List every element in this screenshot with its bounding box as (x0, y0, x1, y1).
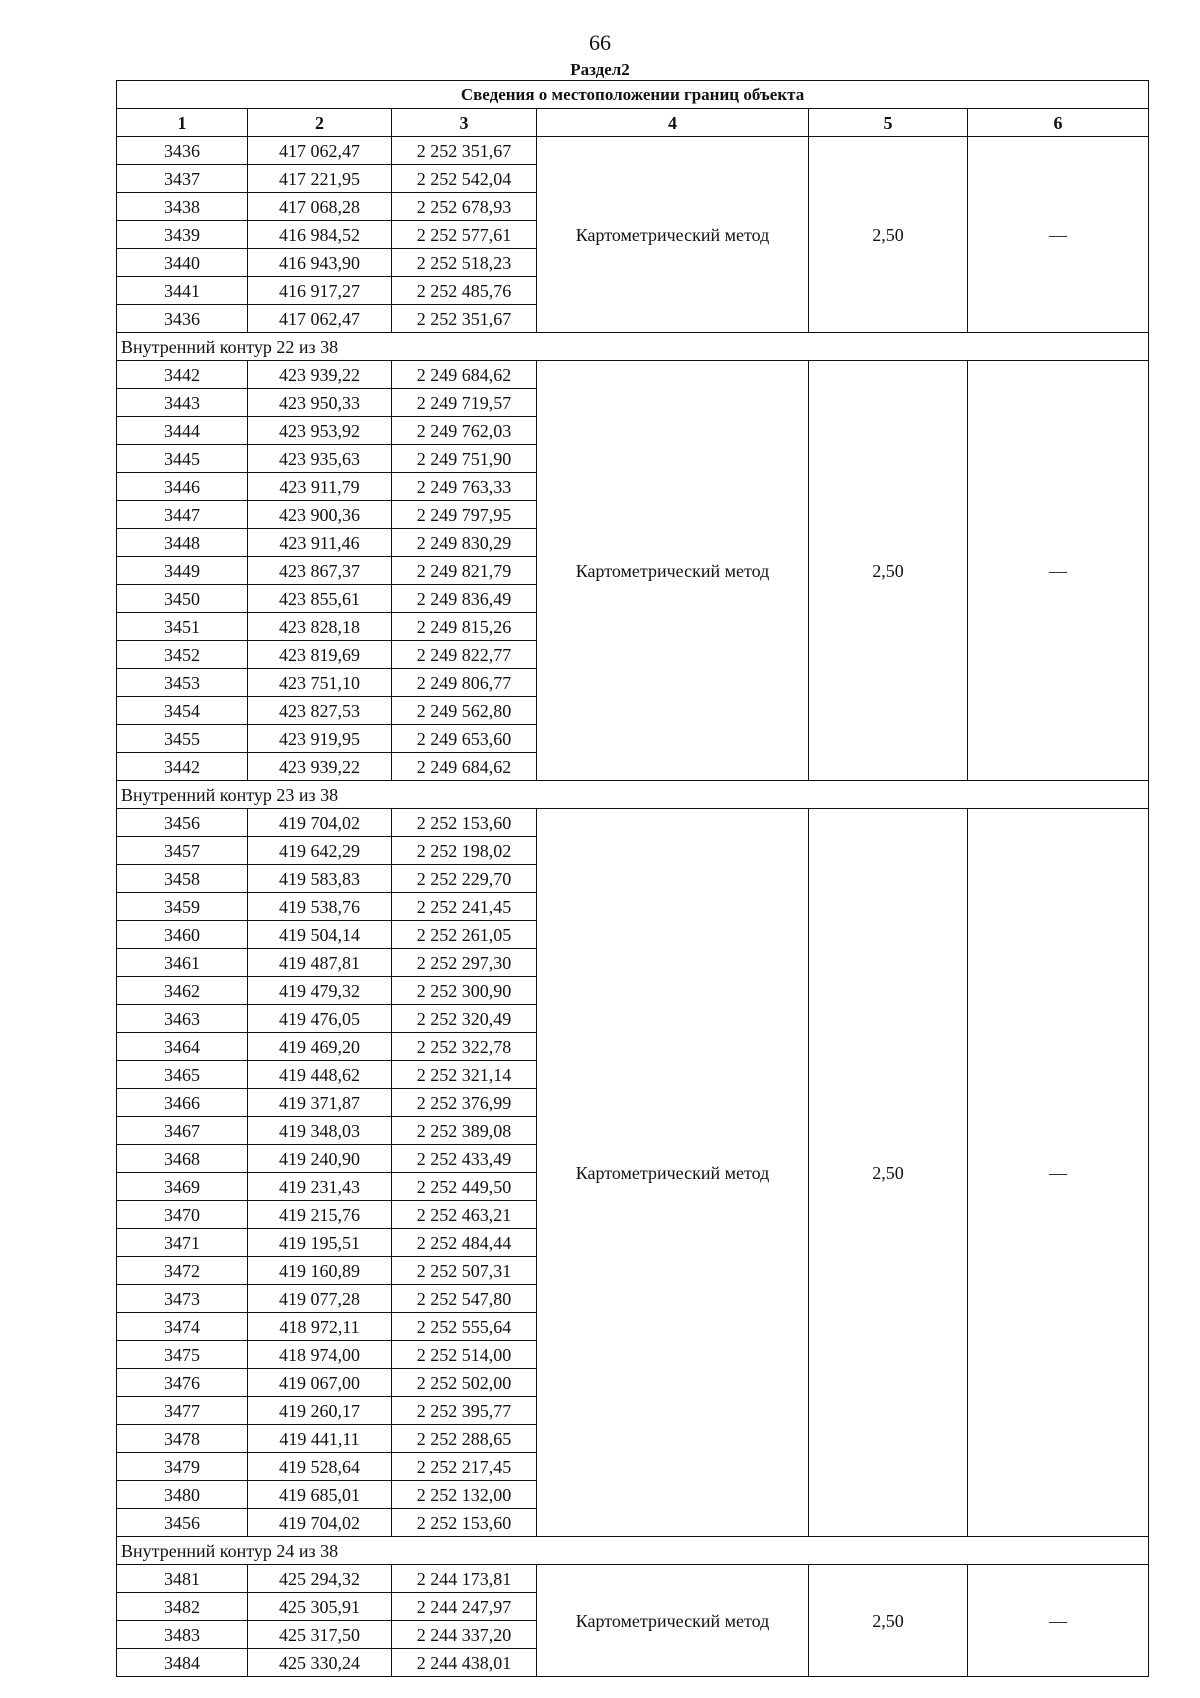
y-coordinate-cell: 2 249 806,77 (392, 669, 537, 697)
y-coordinate-cell: 2 249 836,49 (392, 585, 537, 613)
x-coordinate-cell: 419 448,62 (248, 1061, 392, 1089)
point-number-cell: 3483 (117, 1621, 248, 1649)
note-cell: — (968, 361, 1149, 781)
y-coordinate-cell: 2 252 297,30 (392, 949, 537, 977)
point-number-cell: 3472 (117, 1257, 248, 1285)
column-header-row (117, 109, 1149, 137)
table-row (117, 809, 1149, 837)
y-coordinate-cell: 2 249 653,60 (392, 725, 537, 753)
accuracy-cell: 2,50 (809, 137, 968, 333)
y-coordinate-cell: 2 252 449,50 (392, 1173, 537, 1201)
y-coordinate-cell: 2 252 288,65 (392, 1425, 537, 1453)
y-coordinate-cell: 2 249 821,79 (392, 557, 537, 585)
contour-header-row (117, 1537, 1149, 1565)
y-coordinate-cell: 2 252 542,04 (392, 165, 537, 193)
method-cell: Картометрический метод (537, 1565, 809, 1677)
y-coordinate-cell: 2 252 678,93 (392, 193, 537, 221)
x-coordinate-cell: 423 751,10 (248, 669, 392, 697)
y-coordinate-cell: 2 249 719,57 (392, 389, 537, 417)
point-number-cell: 3447 (117, 501, 248, 529)
column-header-3: 3 (392, 109, 537, 137)
point-number-cell: 3441 (117, 277, 248, 305)
x-coordinate-cell: 419 528,64 (248, 1453, 392, 1481)
y-coordinate-cell: 2 244 438,01 (392, 1649, 537, 1677)
y-coordinate-cell: 2 244 337,20 (392, 1621, 537, 1649)
method-cell: Картометрический метод (537, 361, 809, 781)
point-number-cell: 3468 (117, 1145, 248, 1173)
point-number-cell: 3449 (117, 557, 248, 585)
x-coordinate-cell: 423 939,22 (248, 361, 392, 389)
x-coordinate-cell: 419 479,32 (248, 977, 392, 1005)
x-coordinate-cell: 423 911,46 (248, 529, 392, 557)
x-coordinate-cell: 419 215,76 (248, 1201, 392, 1229)
y-coordinate-cell: 2 252 153,60 (392, 809, 537, 837)
x-coordinate-cell: 423 900,36 (248, 501, 392, 529)
column-header-2: 2 (248, 109, 392, 137)
point-number-cell: 3455 (117, 725, 248, 753)
method-cell: Картометрический метод (537, 809, 809, 1537)
point-number-cell: 3471 (117, 1229, 248, 1257)
point-number-cell: 3480 (117, 1481, 248, 1509)
point-number-cell: 3454 (117, 697, 248, 725)
x-coordinate-cell: 419 685,01 (248, 1481, 392, 1509)
x-coordinate-cell: 419 160,89 (248, 1257, 392, 1285)
x-coordinate-cell: 419 583,83 (248, 865, 392, 893)
point-number-cell: 3446 (117, 473, 248, 501)
x-coordinate-cell: 416 943,90 (248, 249, 392, 277)
point-number-cell: 3463 (117, 1005, 248, 1033)
y-coordinate-cell: 2 252 153,60 (392, 1509, 537, 1537)
accuracy-cell: 2,50 (809, 809, 968, 1537)
x-coordinate-cell: 417 068,28 (248, 193, 392, 221)
y-coordinate-cell: 2 249 684,62 (392, 361, 537, 389)
point-number-cell: 3442 (117, 753, 248, 781)
y-coordinate-cell: 2 252 485,76 (392, 277, 537, 305)
y-coordinate-cell: 2 249 684,62 (392, 753, 537, 781)
point-number-cell: 3477 (117, 1397, 248, 1425)
point-number-cell: 3459 (117, 893, 248, 921)
y-coordinate-cell: 2 252 395,77 (392, 1397, 537, 1425)
y-coordinate-cell: 2 252 321,14 (392, 1061, 537, 1089)
point-number-cell: 3478 (117, 1425, 248, 1453)
x-coordinate-cell: 419 231,43 (248, 1173, 392, 1201)
y-coordinate-cell: 2 252 376,99 (392, 1089, 537, 1117)
x-coordinate-cell: 417 221,95 (248, 165, 392, 193)
note-cell: — (968, 809, 1149, 1537)
y-coordinate-cell: 2 249 815,26 (392, 613, 537, 641)
y-coordinate-cell: 2 252 229,70 (392, 865, 537, 893)
y-coordinate-cell: 2 252 433,49 (392, 1145, 537, 1173)
point-number-cell: 3452 (117, 641, 248, 669)
point-number-cell: 3462 (117, 977, 248, 1005)
y-coordinate-cell: 2 249 763,33 (392, 473, 537, 501)
column-header-4: 4 (537, 109, 809, 137)
x-coordinate-cell: 423 939,22 (248, 753, 392, 781)
point-number-cell: 3482 (117, 1593, 248, 1621)
point-number-cell: 3437 (117, 165, 248, 193)
point-number-cell: 3470 (117, 1201, 248, 1229)
note-cell: — (968, 1565, 1149, 1677)
y-coordinate-cell: 2 249 822,77 (392, 641, 537, 669)
y-coordinate-cell: 2 252 389,08 (392, 1117, 537, 1145)
y-coordinate-cell: 2 244 173,81 (392, 1565, 537, 1593)
method-cell: Картометрический метод (537, 137, 809, 333)
x-coordinate-cell: 423 828,18 (248, 613, 392, 641)
point-number-cell: 3445 (117, 445, 248, 473)
point-number-cell: 3465 (117, 1061, 248, 1089)
point-number-cell: 3473 (117, 1285, 248, 1313)
y-coordinate-cell: 2 249 762,03 (392, 417, 537, 445)
column-header-5: 5 (809, 109, 968, 137)
x-coordinate-cell: 418 974,00 (248, 1341, 392, 1369)
table-row (117, 137, 1149, 165)
x-coordinate-cell: 419 704,02 (248, 809, 392, 837)
x-coordinate-cell: 423 867,37 (248, 557, 392, 585)
x-coordinate-cell: 419 441,11 (248, 1425, 392, 1453)
point-number-cell: 3475 (117, 1341, 248, 1369)
point-number-cell: 3450 (117, 585, 248, 613)
point-number-cell: 3479 (117, 1453, 248, 1481)
y-coordinate-cell: 2 252 300,90 (392, 977, 537, 1005)
point-number-cell: 3461 (117, 949, 248, 977)
point-number-cell: 3467 (117, 1117, 248, 1145)
x-coordinate-cell: 419 487,81 (248, 949, 392, 977)
y-coordinate-cell: 2 252 577,61 (392, 221, 537, 249)
y-coordinate-cell: 2 252 132,00 (392, 1481, 537, 1509)
point-number-cell: 3438 (117, 193, 248, 221)
y-coordinate-cell: 2 252 555,64 (392, 1313, 537, 1341)
x-coordinate-cell: 419 538,76 (248, 893, 392, 921)
x-coordinate-cell: 419 469,20 (248, 1033, 392, 1061)
x-coordinate-cell: 419 077,28 (248, 1285, 392, 1313)
contour-label: Внутренний контур 23 из 38 (117, 781, 1149, 809)
x-coordinate-cell: 419 195,51 (248, 1229, 392, 1257)
y-coordinate-cell: 2 252 322,78 (392, 1033, 537, 1061)
x-coordinate-cell: 425 330,24 (248, 1649, 392, 1677)
point-number-cell: 3453 (117, 669, 248, 697)
point-number-cell: 3448 (117, 529, 248, 557)
contour-header-row (117, 333, 1149, 361)
table-title: Сведения о местоположении границ объекта (117, 81, 1149, 109)
y-coordinate-cell: 2 252 484,44 (392, 1229, 537, 1257)
x-coordinate-cell: 419 260,17 (248, 1397, 392, 1425)
x-coordinate-cell: 419 067,00 (248, 1369, 392, 1397)
y-coordinate-cell: 2 249 751,90 (392, 445, 537, 473)
y-coordinate-cell: 2 252 217,45 (392, 1453, 537, 1481)
x-coordinate-cell: 425 317,50 (248, 1621, 392, 1649)
point-number-cell: 3458 (117, 865, 248, 893)
table-row (117, 361, 1149, 389)
x-coordinate-cell: 417 062,47 (248, 305, 392, 333)
x-coordinate-cell: 423 919,95 (248, 725, 392, 753)
x-coordinate-cell: 419 476,05 (248, 1005, 392, 1033)
point-number-cell: 3460 (117, 921, 248, 949)
x-coordinate-cell: 423 855,61 (248, 585, 392, 613)
y-coordinate-cell: 2 252 463,21 (392, 1201, 537, 1229)
x-coordinate-cell: 423 953,92 (248, 417, 392, 445)
x-coordinate-cell: 425 294,32 (248, 1565, 392, 1593)
x-coordinate-cell: 423 950,33 (248, 389, 392, 417)
x-coordinate-cell: 423 935,63 (248, 445, 392, 473)
x-coordinate-cell: 416 917,27 (248, 277, 392, 305)
page-number: 66 (589, 30, 611, 55)
point-number-cell: 3439 (117, 221, 248, 249)
table-head (117, 81, 1149, 137)
x-coordinate-cell: 425 305,91 (248, 1593, 392, 1621)
point-number-cell: 3436 (117, 137, 248, 165)
x-coordinate-cell: 423 827,53 (248, 697, 392, 725)
y-coordinate-cell: 2 252 261,05 (392, 921, 537, 949)
y-coordinate-cell: 2 252 198,02 (392, 837, 537, 865)
y-coordinate-cell: 2 249 830,29 (392, 529, 537, 557)
point-number-cell: 3481 (117, 1565, 248, 1593)
point-number-cell: 3444 (117, 417, 248, 445)
x-coordinate-cell: 419 348,03 (248, 1117, 392, 1145)
y-coordinate-cell: 2 249 562,80 (392, 697, 537, 725)
y-coordinate-cell: 2 252 351,67 (392, 137, 537, 165)
point-number-cell: 3443 (117, 389, 248, 417)
y-coordinate-cell: 2 252 514,00 (392, 1341, 537, 1369)
point-number-cell: 3456 (117, 809, 248, 837)
table-body (117, 137, 1149, 1677)
y-coordinate-cell: 2 252 502,00 (392, 1369, 537, 1397)
y-coordinate-cell: 2 252 320,49 (392, 1005, 537, 1033)
x-coordinate-cell: 416 984,52 (248, 221, 392, 249)
x-coordinate-cell: 418 972,11 (248, 1313, 392, 1341)
x-coordinate-cell: 419 240,90 (248, 1145, 392, 1173)
contour-label: Внутренний контур 22 из 38 (117, 333, 1149, 361)
contour-label: Внутренний контур 24 из 38 (117, 1537, 1149, 1565)
point-number-cell: 3436 (117, 305, 248, 333)
y-coordinate-cell: 2 252 351,67 (392, 305, 537, 333)
point-number-cell: 3442 (117, 361, 248, 389)
x-coordinate-cell: 419 504,14 (248, 921, 392, 949)
x-coordinate-cell: 423 819,69 (248, 641, 392, 669)
table-row (117, 1565, 1149, 1593)
point-number-cell: 3474 (117, 1313, 248, 1341)
table-title-row (117, 81, 1149, 109)
y-coordinate-cell: 2 249 797,95 (392, 501, 537, 529)
column-header-1: 1 (117, 109, 248, 137)
x-coordinate-cell: 417 062,47 (248, 137, 392, 165)
x-coordinate-cell: 423 911,79 (248, 473, 392, 501)
contour-header-row (117, 781, 1149, 809)
section-label: Раздел2 (570, 60, 630, 79)
y-coordinate-cell: 2 244 247,97 (392, 1593, 537, 1621)
point-number-cell: 3476 (117, 1369, 248, 1397)
point-number-cell: 3456 (117, 1509, 248, 1537)
y-coordinate-cell: 2 252 507,31 (392, 1257, 537, 1285)
point-number-cell: 3484 (117, 1649, 248, 1677)
point-number-cell: 3451 (117, 613, 248, 641)
column-header-6: 6 (968, 109, 1149, 137)
point-number-cell: 3440 (117, 249, 248, 277)
note-cell: — (968, 137, 1149, 333)
point-number-cell: 3464 (117, 1033, 248, 1061)
accuracy-cell: 2,50 (809, 361, 968, 781)
x-coordinate-cell: 419 642,29 (248, 837, 392, 865)
point-number-cell: 3469 (117, 1173, 248, 1201)
point-number-cell: 3466 (117, 1089, 248, 1117)
y-coordinate-cell: 2 252 518,23 (392, 249, 537, 277)
coordinates-table (116, 80, 1149, 1677)
x-coordinate-cell: 419 371,87 (248, 1089, 392, 1117)
point-number-cell: 3457 (117, 837, 248, 865)
y-coordinate-cell: 2 252 241,45 (392, 893, 537, 921)
x-coordinate-cell: 419 704,02 (248, 1509, 392, 1537)
accuracy-cell: 2,50 (809, 1565, 968, 1677)
y-coordinate-cell: 2 252 547,80 (392, 1285, 537, 1313)
